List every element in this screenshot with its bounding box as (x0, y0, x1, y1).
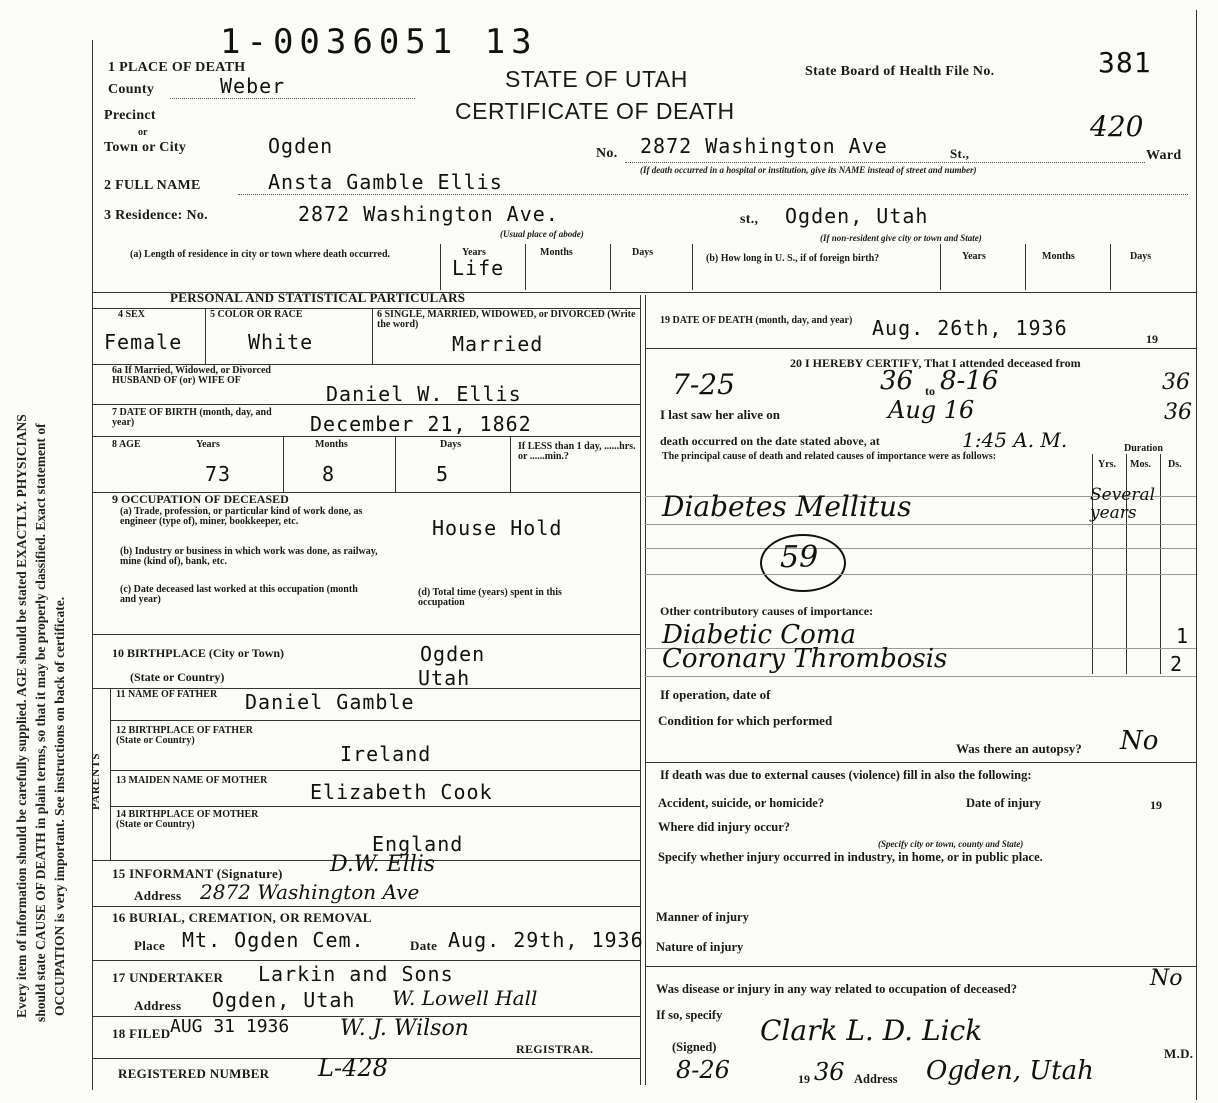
undertaker-signature: W. Lowell Hall (392, 986, 538, 1010)
autopsy-value: No (1120, 726, 1159, 756)
attended-to-year: 36 (1162, 370, 1190, 395)
file-number-label: State Board of Health File No. (805, 64, 995, 79)
days-label: Days (632, 247, 654, 258)
street-value: 2872 Washington Ave (640, 134, 888, 158)
registrar-label: REGISTRAR. (516, 1042, 594, 1056)
informant-address: 2872 Washington Ave (200, 880, 420, 904)
date-of-death: Aug. 26th, 1936 (872, 316, 1068, 340)
birthplace-state-label: (State or Country) (130, 670, 225, 684)
injury-place-note: (Specify city or town, county and State) (878, 839, 1024, 849)
color-label: 5 COLOR OR RACE (210, 309, 303, 320)
personal-section-label: PERSONAL AND STATISTICAL PARTICULARS (170, 290, 466, 305)
mother-label: 13 MAIDEN NAME OF MOTHER (116, 775, 268, 786)
occupation-label: 9 OCCUPATION OF DECEASED (112, 492, 289, 506)
duration-label: Duration (1124, 443, 1163, 454)
contributory-cause-1: Diabetic Coma (662, 620, 856, 650)
occupation-value: House Hold (432, 516, 563, 540)
contributory-cause-2-duration: 2 (1170, 652, 1184, 676)
last-saw-year: 36 (1164, 400, 1192, 425)
county-label: County (108, 82, 155, 97)
informant-label: 15 INFORMANT (Signature) (112, 866, 283, 881)
or-label: or (138, 127, 148, 138)
informant-address-label: Address (134, 888, 182, 903)
attended-to: 8-16 (940, 366, 999, 396)
less-than-day-label: If LESS than 1 day, ......hrs. or ......min.? (518, 441, 636, 462)
file-number: 381 (1098, 46, 1152, 79)
cause-of-death: Diabetes Mellitus (662, 490, 912, 523)
last-saw-date: Aug 16 (888, 396, 975, 424)
foreign-birth-label: (b) How long in U. S., if of foreign birth? (706, 253, 880, 264)
serial-number: 1-0036051 13 (220, 22, 538, 62)
father-label: 11 NAME OF FATHER (116, 689, 218, 700)
residence-city: Ogden, Utah (785, 204, 929, 228)
ward-label: Ward (1146, 148, 1182, 163)
months-label: Months (540, 247, 573, 258)
foreign-months-label: Months (1042, 251, 1075, 262)
marital-value: Married (452, 332, 544, 356)
duration-yrs-label: Yrs. (1098, 459, 1117, 470)
condition-label: Condition for which performed (658, 713, 833, 728)
occupation-d-label: (d) Total time (years) spent in this occupation (418, 587, 562, 608)
side-instructions-line-2: should state CAUSE OF DEATH in plain terms, so that it may be properly classified. Exact statement of (33, 423, 48, 1022)
dod-year-suffix: 19 (1146, 332, 1158, 346)
signed-label: (Signed) (672, 1040, 717, 1054)
spouse-value: Daniel W. Ellis (326, 382, 522, 406)
contributory-cause-1-duration: 1 (1176, 624, 1190, 648)
filed-label: 18 FILED (112, 1026, 171, 1041)
hospital-note: (If death occurred in a hospital or institution, give its NAME instead of street and number) (640, 165, 977, 175)
residence-st-label: st., (740, 212, 759, 227)
mother-birthplace: England (372, 832, 464, 856)
handwritten-number: 420 (1090, 110, 1144, 143)
filed-date: AUG 31 1936 (170, 1016, 290, 1037)
nature-label: Nature of injury (656, 940, 744, 954)
state-title: STATE OF UTAH (505, 66, 688, 92)
parents-label: PARENTS (90, 752, 102, 810)
specify-label: If so, specify (656, 1008, 723, 1022)
dob-label: 7 DATE OF BIRTH (month, day, and year) (112, 407, 272, 428)
length-residence-value: Life (452, 256, 505, 280)
last-saw-label: I last saw her alive on (660, 407, 781, 422)
burial-place-label: Place (134, 938, 166, 953)
manner-label: Manner of injury (656, 910, 749, 924)
injury-where-label: Where did injury occur? (658, 820, 791, 834)
age-label: 8 AGE (112, 439, 141, 450)
physician-address-label: Address (854, 1072, 898, 1086)
abode-note: (Usual place of abode) (500, 229, 584, 239)
age-months-label: Months (315, 439, 348, 450)
age-months-value: 8 (322, 462, 336, 486)
residence-no: 2872 Washington Ave. (298, 202, 559, 226)
town-label: Town or City (104, 140, 187, 155)
date-of-death-label: 19 DATE OF DEATH (month, day, and year) (660, 315, 853, 326)
duration-ds-label: Ds. (1168, 459, 1182, 470)
street-no-label: No. (596, 146, 618, 161)
signed-date: 8-26 (676, 1056, 730, 1084)
injury-year-suffix: 19 (1150, 798, 1162, 812)
father-value: Daniel Gamble (245, 690, 415, 714)
color-value: White (248, 330, 314, 354)
side-instructions-line-3: OCCUPATION is very important. See instructions on back of certificate. (52, 596, 67, 1016)
occupation-related-value: No (1150, 966, 1183, 991)
father-birthplace-label: 12 BIRTHPLACE OF FATHER (State or Country) (116, 725, 253, 746)
spouse-label: 6a If Married, Widowed, or Divorced HUSBAND OF (or) WIFE OF (112, 365, 271, 386)
age-days-value: 5 (436, 462, 450, 486)
town-value: Ogden (268, 134, 334, 158)
signed-year-prefix: 19 (798, 1072, 810, 1086)
cause-code: 59 (780, 540, 819, 575)
undertaker-value: Larkin and Sons (258, 962, 454, 986)
birthplace-city: Ogden (420, 642, 486, 666)
birthplace-state: Utah (418, 666, 471, 690)
sex-value: Female (104, 330, 183, 354)
length-residence-label: (a) Length of residence in city or town where death occurred. (130, 249, 391, 260)
cause-duration: Several years (1090, 485, 1156, 523)
undertaker-label: 17 UNDERTAKER (112, 970, 224, 985)
mother-value: Elizabeth Cook (310, 780, 493, 804)
residence-label: 3 Residence: No. (104, 208, 208, 223)
age-years-value: 73 (205, 462, 232, 486)
undertaker-address-label: Address (134, 998, 182, 1013)
operation-label: If operation, date of (660, 687, 771, 702)
death-time: 1:45 A. M. (962, 428, 1068, 452)
industry-label: Specify whether injury occurred in industry, in home, or in public place. (658, 850, 1043, 864)
side-instructions-line-1: Every item of information should be carefully supplied. AGE should be stated EXACTLY. PHYSICIANS (14, 414, 29, 1018)
attended-from-year: 36 (880, 366, 914, 396)
mother-birthplace-label: 14 BIRTHPLACE OF MOTHER (State or Country) (116, 809, 259, 830)
undertaker-address: Ogden, Utah (212, 988, 356, 1012)
external-causes-label: If death was due to external causes (violence) fill in also the following: (660, 768, 1032, 782)
precinct-label: Precinct (104, 108, 156, 123)
nonresident-note: (If non-resident give city or town and State) (820, 233, 982, 243)
foreign-days-label: Days (1130, 251, 1152, 262)
signed-year: 36 (814, 1058, 845, 1086)
birthplace-label: 10 BIRTHPLACE (City or Town) (112, 646, 285, 660)
age-years-label: Years (196, 439, 220, 450)
injury-date-label: Date of injury (966, 796, 1041, 810)
foreign-years-label: Years (962, 251, 986, 262)
physician-signature: Clark L. D. Lick (760, 1014, 983, 1047)
street-st-label: St., (950, 146, 970, 161)
autopsy-label: Was there an autopsy? (956, 741, 1082, 756)
contributory-cause-2: Coronary Thrombosis (662, 644, 948, 674)
accident-label: Accident, suicide, or homicide? (658, 796, 825, 810)
burial-date-label: Date (410, 938, 438, 953)
burial-label: 16 BURIAL, CREMATION, OR REMOVAL (112, 910, 372, 925)
father-birthplace: Ireland (340, 742, 432, 766)
sex-label: 4 SEX (118, 309, 145, 320)
age-days-label: Days (440, 439, 462, 450)
cause-label: The principal cause of death and related causes of importance were as follows: (662, 451, 997, 462)
occupation-c-label: (c) Date deceased last worked at this occupation (month and year) (120, 584, 358, 605)
full-name-value: Ansta Gamble Ellis (268, 170, 503, 194)
registrar-signature: W. J. Wilson (340, 1016, 469, 1041)
marital-label: 6 SINGLE, MARRIED, WIDOWED, or DIVORCED (Write the word) (377, 309, 636, 330)
physician-address: Ogden, Utah (926, 1056, 1094, 1086)
contributory-label: Other contributory causes of importance: (660, 604, 874, 618)
occupation-b-label: (b) Industry or business in which work was done, as railway, mine (kind of), bank, etc. (120, 546, 378, 567)
to-label: to (925, 384, 935, 398)
attended-from: 7-25 (672, 368, 735, 401)
burial-date: Aug. 29th, 1936 (448, 928, 644, 952)
certify-label: 20 I HEREBY CERTIFY, That I attended deceased from (790, 356, 1081, 370)
burial-place: Mt. Ogden Cem. (182, 928, 365, 952)
place-of-death-label: 1 PLACE OF DEATH (108, 60, 246, 75)
informant-signature: D.W. Ellis (330, 852, 436, 877)
occupation-a-label: (a) Trade, profession, or particular kind of work done, as engineer (type of), miner, bookkeeper, etc. (120, 506, 363, 527)
md-label: M.D. (1164, 1046, 1194, 1061)
dob-value: December 21, 1862 (310, 412, 532, 436)
occupation-related-label: Was disease or injury in any way related to occupation of deceased? (656, 982, 1017, 996)
full-name-label: 2 FULL NAME (104, 178, 201, 193)
registered-number-label: REGISTERED NUMBER (118, 1066, 270, 1081)
registered-number: L-428 (318, 1054, 388, 1082)
duration-mos-label: Mos. (1130, 459, 1151, 470)
county-value: Weber (220, 74, 286, 98)
death-time-label: death occurred on the date stated above, at (660, 434, 880, 448)
years-label: Years (462, 247, 486, 258)
certificate-title: CERTIFICATE OF DEATH (455, 98, 735, 124)
